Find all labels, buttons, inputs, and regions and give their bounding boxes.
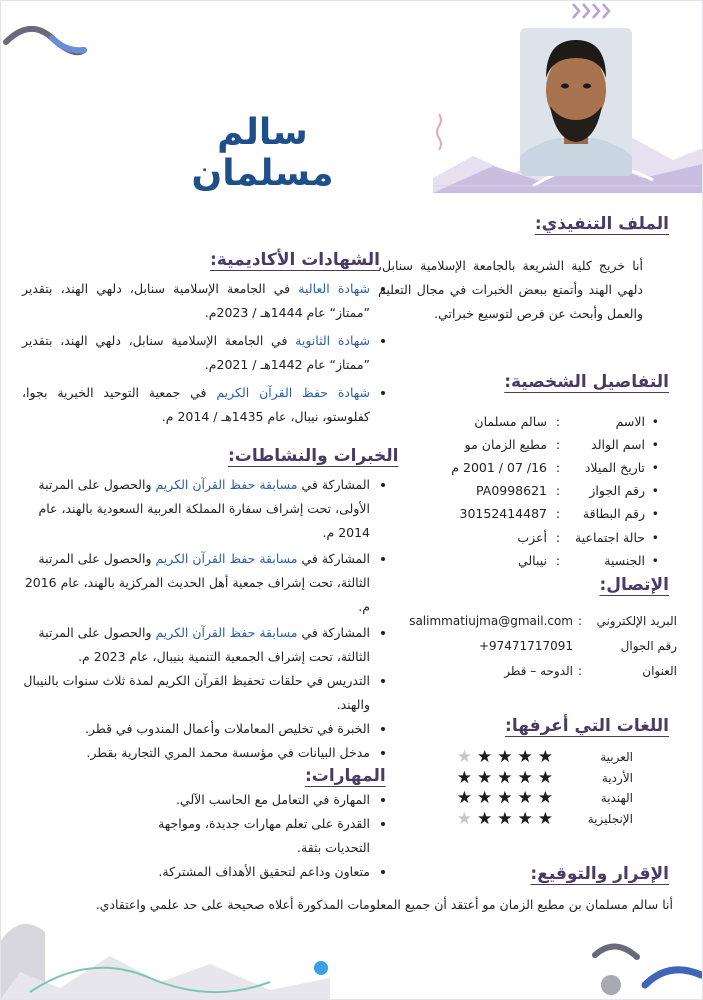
contact-label: البريد الإلكتروني: [596, 613, 677, 628]
contact-row: العنوان : الدوحه – قطر: [387, 658, 677, 683]
profile-text: أنا خريج كلية الشريعة بالجامعة الإسلامية سنابل، دلهي الهند وأتمتع ببعض الخبرات في مجال التعليم والعمل وأبحث عن فرص لتوسيع خبراتي.: [378, 258, 643, 321]
personal-row: • اسم الوالد : مطيع الزمان مو: [399, 433, 659, 456]
personal-label: رقم الجواز: [589, 483, 645, 499]
personal-heading: التفاصيل الشخصية:: [504, 372, 669, 392]
profile-photo: [520, 28, 632, 176]
star-icon: ★: [537, 767, 553, 788]
email-value[interactable]: salimmatiujma@gmail.com: [409, 613, 573, 628]
star-icon: ★: [497, 747, 513, 768]
address-value: الدوحه – قطر: [504, 663, 573, 678]
personal-label: الاسم: [615, 413, 645, 429]
star-icon: ★: [497, 767, 513, 788]
personal-label: اسم الوالد: [591, 436, 645, 452]
contact-heading: الإتصال:: [599, 575, 669, 595]
personal-value: سالم مسلمان: [474, 413, 547, 429]
experience-item: [22, 669, 370, 717]
language-rating: [457, 748, 553, 766]
contact-label: رقم الجوال: [620, 638, 677, 653]
academic-text: في الجامعة الإسلامية سنابل، دلهي الهند، بتقدير ”ممتاز“ عام 1444هـ / 2023م.: [22, 281, 370, 320]
experience-text: المشاركة في: [297, 477, 370, 492]
language-name: الإنجليزية: [587, 811, 633, 826]
star-icon: ★: [477, 767, 493, 788]
language-rating: [457, 789, 553, 807]
personal-label: تاريخ الميلاد: [584, 459, 645, 475]
academic-text: في جمعية التوحيد الخيرية بجوا، كفلوستو، نيبال، عام 1435هـ / 2014 م.: [22, 385, 370, 424]
experience-highlight: مسابقة حفظ القرآن الكريم: [155, 551, 298, 566]
experience-list: [22, 473, 388, 765]
skills-heading: المهارات:: [305, 766, 386, 786]
star-icon: ★: [517, 808, 533, 829]
star-icon: ★: [517, 747, 533, 768]
academic-text: في الجامعة الإسلامية سنابل، دلهي الهند، بتقدير ”ممتاز“ عام 1442هـ / 2021م.: [22, 333, 370, 372]
personal-value: مطيع الزمان مو: [464, 436, 547, 452]
skill-item: • متعاون وداعم لتحقيق الأهداف المشتركة.: [140, 860, 370, 884]
contact-label: العنوان: [642, 663, 677, 678]
phone-value[interactable]: +97471717091: [478, 638, 573, 653]
personal-row: • رقم الجواز : PA0998621: [399, 480, 659, 503]
star-icon: ★: [497, 808, 513, 829]
experience-text: مدخل البيانات في مؤسسة محمد المري التجارية بقطر.: [86, 745, 370, 760]
experience-text: والحصول على المرتبة الثالثة، تحت إشراف الجمعية التنمية بنيبال، عام 2023 م.: [38, 625, 370, 664]
experience-item: [22, 717, 370, 741]
academic-title: شهادة العالية: [298, 281, 370, 296]
profile-heading: الملف التنفيذي:: [534, 214, 669, 234]
personal-row: • الجنسية : نيبالي: [399, 549, 659, 572]
experience-item: [22, 741, 370, 765]
contact-row: [387, 633, 677, 658]
personal-row: • تاريخ الميلاد : 16/ 07 / 2001 م: [399, 456, 659, 479]
experience-text: المشاركة في: [297, 551, 370, 566]
star-icon: ★: [517, 767, 533, 788]
experience-item: [22, 473, 370, 545]
star-icon: ★: [477, 747, 493, 768]
personal-value: نيبالي: [517, 552, 547, 568]
experience-text: المشاركة في: [297, 625, 370, 640]
personal-details: [399, 410, 659, 572]
person-name: سالم مسلمان: [191, 112, 334, 194]
skill-item: • القدرة على تعلم مهارات جديدة، ومواجهة التحديات بثقة.: [140, 812, 370, 860]
contact-row: البريد الإلكتروني : salimmatiujma@gmail.com: [387, 608, 677, 633]
languages-list: [433, 747, 633, 829]
skills-list: [140, 788, 388, 884]
academic-list: [22, 277, 388, 429]
experience-text: والحصول على المرتبة الأولى، تحت إشراف سفارة المملكة العربية السعودية بالهند، عام 2014 م.: [38, 477, 370, 540]
language-name: العربية: [600, 750, 633, 765]
contact-details: [387, 608, 677, 683]
experience-text: الخبرة في تخليص المعاملات وأعمال المندوب في قطر.: [84, 721, 370, 736]
star-icon: ★: [517, 788, 533, 809]
language-rating: [457, 769, 553, 787]
academic-item: [22, 277, 370, 325]
personal-value: 30152414487: [459, 506, 547, 522]
personal-label: حالة اجتماعية: [575, 529, 645, 545]
top-chevrons-decoration: [565, 0, 615, 22]
star-icon: ★: [537, 747, 553, 768]
experience-item: [22, 621, 370, 669]
academic-item: [22, 381, 370, 429]
languages-heading: اللغات التي أعرفها:: [505, 716, 669, 736]
star-icon: ★: [456, 767, 472, 788]
personal-value: 16/ 07 / 2001 م: [451, 459, 547, 475]
star-icon: ★: [456, 808, 472, 829]
personal-row: • الاسم : سالم مسلمان: [399, 410, 659, 433]
academic-title: شهادة حفظ القرآن الكريم: [216, 385, 370, 400]
academic-item: [22, 329, 370, 377]
declaration-text: أنا سالم مسلمان بن مطيع الزمان مو أعتقد أن جميع المعلومات المذكورة أعلاه صحيحة على حد علمي واعتقادي.: [95, 897, 673, 912]
personal-label: رقم البطاقة: [582, 506, 645, 522]
bottom-left-mountain-decoration: [0, 912, 330, 1000]
language-row: [433, 788, 633, 809]
star-icon: ★: [477, 808, 493, 829]
personal-label: الجنسية: [604, 552, 645, 568]
personal-row: • حالة اجتماعية : أعزب: [399, 526, 659, 549]
experience-item: [22, 547, 370, 619]
experience-highlight: مسابقة حفظ القرآن الكريم: [155, 477, 298, 492]
experience-highlight: مسابقة حفظ القرآن الكريم: [155, 625, 298, 640]
star-icon: ★: [456, 788, 472, 809]
star-icon: ★: [456, 747, 472, 768]
language-row: [433, 768, 633, 789]
language-name: الأردية: [601, 770, 633, 785]
star-icon: ★: [477, 788, 493, 809]
academic-heading: الشهادات الأكاديمية:: [210, 250, 380, 270]
experience-text: التدريس في حلقات تحفيظ القرآن الكريم لمدة ثلاث سنوات بالنيبال والهند.: [23, 673, 370, 712]
bottom-right-wave-decoration: [585, 935, 703, 1000]
star-icon: ★: [537, 788, 553, 809]
language-rating: [457, 810, 553, 828]
star-icon: ★: [537, 808, 553, 829]
language-row: [433, 809, 633, 830]
skill-item: • المهارة في التعامل مع الحاسب الآلي.: [140, 788, 370, 812]
language-name: الهندية: [600, 791, 633, 806]
personal-value: PA0998621: [476, 483, 547, 499]
personal-row: • رقم البطاقة : 30152414487: [399, 503, 659, 526]
experience-heading: الخبرات والنشاطات:: [228, 446, 399, 466]
declaration-heading: الإقرار والتوقيع:: [530, 864, 669, 884]
top-left-wave-decoration: [0, 20, 90, 70]
academic-title: شهادة الثانوية: [295, 333, 370, 348]
experience-text: والحصول على المرتبة الثالثة، تحت إشراف جمعية أهل الحديث المركزية بالهند، عام 2016 م.: [24, 551, 370, 614]
personal-value: أعزب: [517, 529, 547, 545]
language-row: [433, 747, 633, 768]
star-icon: ★: [497, 788, 513, 809]
